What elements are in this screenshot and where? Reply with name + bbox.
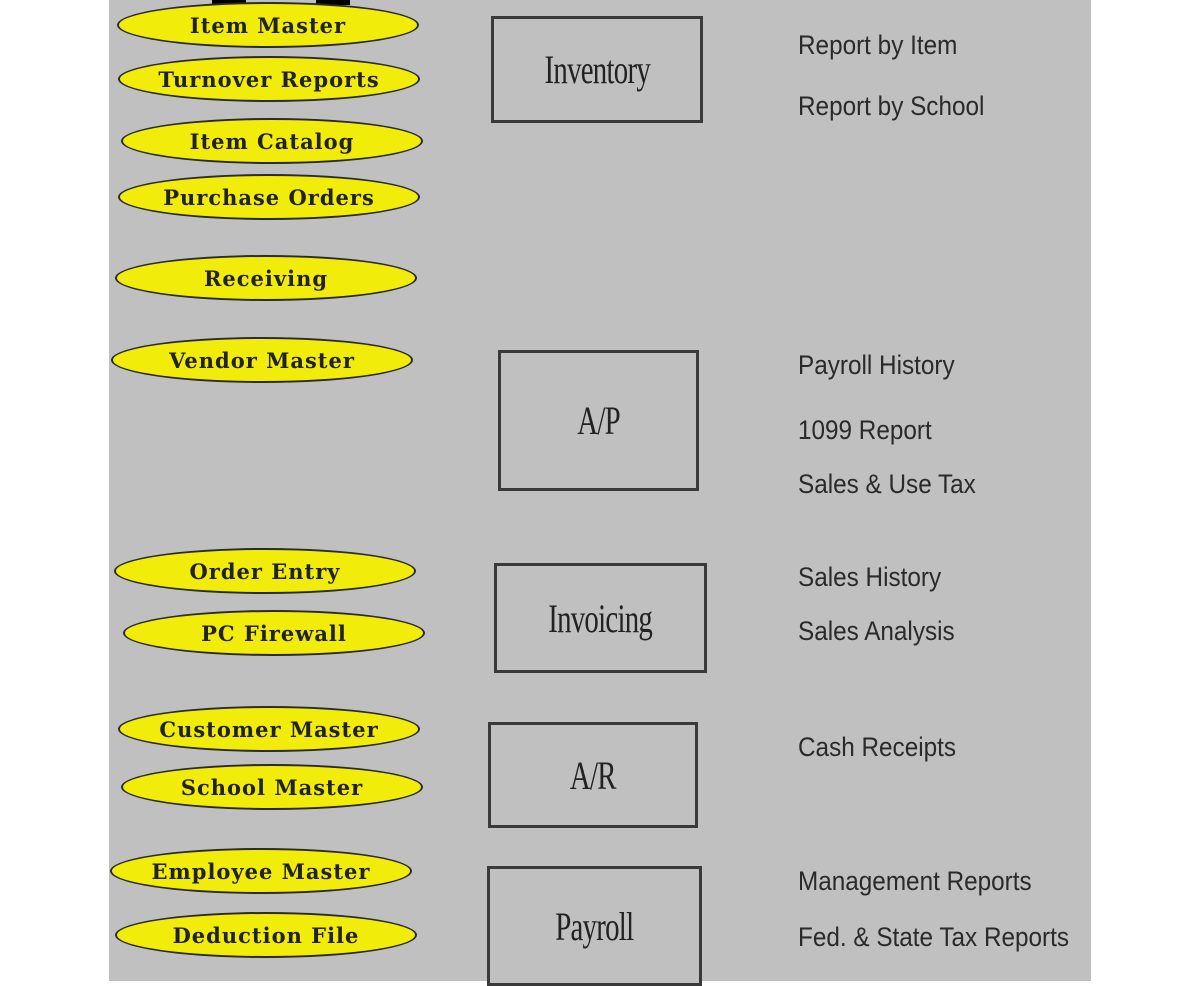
report-sales-history[interactable]: Sales History <box>798 562 942 592</box>
module-payroll-label: Payroll <box>555 903 634 949</box>
report-management[interactable]: Management Reports <box>798 866 1032 896</box>
report-1099[interactable]: 1099 Report <box>798 415 932 445</box>
module-payroll[interactable] <box>487 866 702 986</box>
report-sales-analysis[interactable]: Sales Analysis <box>798 616 955 646</box>
oval-item-master[interactable]: Item Master <box>117 2 419 48</box>
report-by-item[interactable]: Report by Item <box>798 30 958 60</box>
oval-purchase-orders[interactable]: Purchase Orders <box>118 174 420 220</box>
oval-receiving[interactable]: Receiving <box>115 255 417 301</box>
oval-deduction-file[interactable]: Deduction File <box>115 912 417 958</box>
module-ar-label: A/R <box>570 752 616 798</box>
module-inventory[interactable] <box>491 16 703 123</box>
oval-item-catalog[interactable]: Item Catalog <box>121 118 423 164</box>
oval-vendor-master[interactable]: Vendor Master <box>111 337 413 383</box>
oval-order-entry[interactable]: Order Entry <box>114 548 416 594</box>
module-ap[interactable] <box>498 350 699 491</box>
module-inventory-label: Inventory <box>544 47 650 92</box>
report-fed-state-tax[interactable]: Fed. & State Tax Reports <box>798 922 1070 952</box>
report-payroll-history[interactable]: Payroll History <box>798 350 955 380</box>
report-sales-use-tax[interactable]: Sales & Use Tax <box>798 469 976 499</box>
oval-customer-master[interactable]: Customer Master <box>118 706 420 752</box>
module-invoicing[interactable] <box>494 563 707 673</box>
diagram-canvas <box>109 0 1091 981</box>
oval-school-master[interactable]: School Master <box>121 764 423 810</box>
oval-pc-firewall[interactable]: PC Firewall <box>123 610 425 656</box>
oval-employee-master[interactable]: Employee Master <box>110 848 412 894</box>
module-ap-label: A/P <box>577 398 620 443</box>
oval-turnover-reports[interactable]: Turnover Reports <box>118 56 420 102</box>
module-ar[interactable] <box>488 722 698 828</box>
module-invoicing-label: Invoicing <box>548 595 653 641</box>
report-cash-receipts[interactable]: Cash Receipts <box>798 732 957 762</box>
report-by-school[interactable]: Report by School <box>798 91 985 121</box>
